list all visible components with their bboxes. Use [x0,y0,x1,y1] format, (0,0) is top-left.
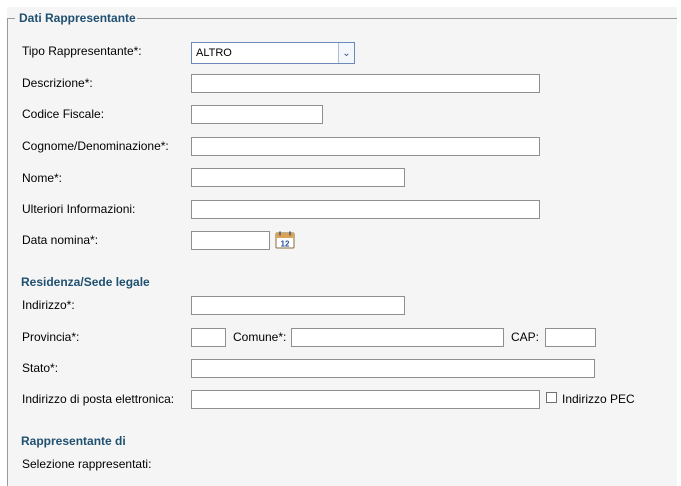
cognome-label: Cognome/Denominazione*: [22,139,169,153]
cap-input[interactable] [545,328,596,347]
chevron-down-icon[interactable]: ⌄ [338,43,354,63]
pec-checkbox[interactable] [546,392,557,403]
indirizzo-input[interactable] [191,296,405,315]
cap-label: CAP: [511,330,540,344]
comune-input[interactable] [291,328,504,347]
residenza-section-title: Residenza/Sede legale [21,275,150,289]
calendar-icon[interactable] [275,231,295,249]
fieldset-legend: Dati Rappresentante [19,11,136,25]
descrizione-label: Descrizione*: [22,76,93,90]
stato-label: Stato*: [22,361,59,375]
ulteriori-label: Ulteriori Informazioni: [22,202,136,216]
ulteriori-input[interactable] [191,200,540,219]
data-nomina-input[interactable] [191,231,270,250]
rappresentante-di-section-title: Rappresentante di [21,434,126,448]
tipo-rappresentante-select[interactable] [191,42,355,64]
provincia-input[interactable] [191,328,226,347]
indirizzo-label: Indirizzo*: [22,298,75,312]
cognome-input[interactable] [191,137,540,156]
fieldset-border [7,18,8,486]
fieldset-border [137,18,677,19]
provincia-label: Provincia*: [22,330,80,344]
fieldset-border [7,18,15,19]
codice-fiscale-input[interactable] [191,105,323,124]
selezione-rappresentati-label: Selezione rappresentati: [22,457,152,471]
tipo-label: Tipo Rappresentante*: [22,44,142,58]
calendar-icon-day: 12 [280,239,290,249]
nome-label: Nome*: [22,171,63,185]
nome-input[interactable] [191,168,405,187]
email-input[interactable] [191,390,540,409]
tipo-select-value: ALTRO [196,47,232,59]
data-nomina-label: Data nomina*: [22,233,99,247]
pec-label: Indirizzo PEC [562,392,635,406]
descrizione-input[interactable] [191,74,540,93]
codice-fiscale-label: Codice Fiscale: [22,107,105,121]
email-label: Indirizzo di posta elettronica: [22,392,175,406]
stato-input[interactable] [191,359,595,378]
comune-label: Comune*: [233,330,287,344]
